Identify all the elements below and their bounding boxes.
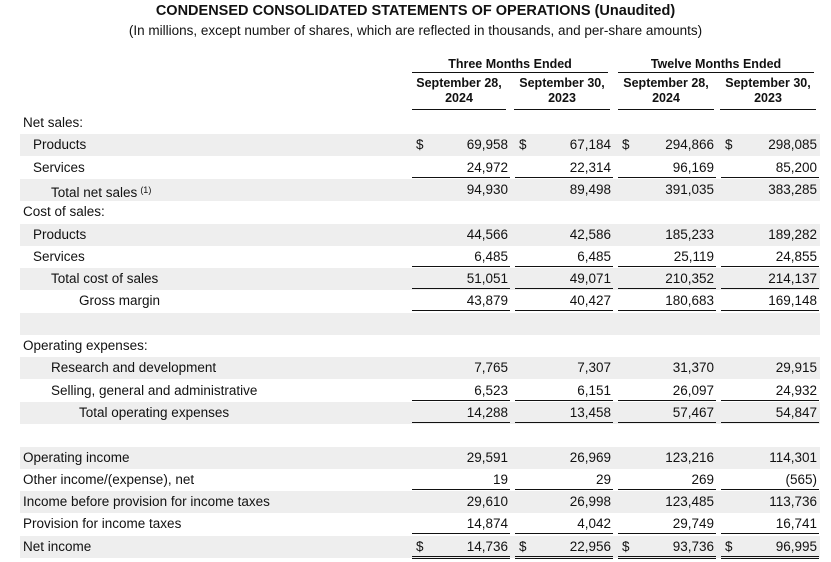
- value-text: 93,736: [672, 538, 714, 554]
- value-cell: [412, 469, 510, 490]
- value-cell: [515, 134, 613, 154]
- currency-symbol: $: [416, 538, 424, 554]
- value-text: 4,042: [577, 516, 611, 532]
- value-text: 6,151: [577, 382, 611, 398]
- value-cell: [618, 313, 716, 333]
- value-text: 31,370: [672, 360, 714, 376]
- row-label-text: Cost of sales:: [23, 204, 105, 220]
- table-row: [20, 513, 820, 535]
- footnote-marker: (1): [140, 184, 152, 195]
- value-cell: [412, 424, 510, 444]
- value-cell: [721, 290, 819, 311]
- value-text: (565): [785, 471, 817, 487]
- row-label: [51, 357, 216, 379]
- column-header-4-line2: 2023: [754, 91, 782, 105]
- table-row: [20, 246, 820, 268]
- value-cell: [618, 402, 716, 423]
- value-cell: [721, 112, 819, 132]
- value-text: 24,855: [775, 248, 817, 264]
- value-cell: [515, 357, 613, 377]
- value-text: 69,958: [466, 137, 508, 153]
- value-cell: [412, 447, 510, 467]
- value-cell: [721, 246, 819, 267]
- column-header-2: [514, 76, 610, 110]
- value-text: 6,485: [474, 248, 508, 264]
- row-label: [79, 290, 160, 312]
- value-cell: [515, 268, 613, 289]
- value-cell: [515, 536, 613, 559]
- row-label: [33, 134, 86, 156]
- value-cell: [618, 179, 716, 199]
- value-cell: [721, 380, 819, 401]
- row-label-text: Net income: [23, 538, 92, 554]
- value-cell: [515, 246, 613, 267]
- value-text: 14,736: [466, 538, 508, 554]
- value-text: 113,736: [769, 494, 817, 510]
- column-header-2-line1: September 30,: [519, 76, 605, 90]
- value-text: 94,930: [466, 181, 508, 197]
- value-text: 49,071: [569, 271, 611, 287]
- value-text: 185,233: [665, 226, 714, 242]
- currency-symbol: $: [416, 137, 424, 153]
- value-cell: [515, 491, 613, 511]
- value-text: 96,995: [775, 538, 817, 554]
- value-text: 29,749: [672, 516, 714, 532]
- value-cell: [721, 424, 819, 444]
- value-text: 7,307: [577, 360, 611, 376]
- table-row: [20, 402, 820, 424]
- table-row: [20, 335, 820, 357]
- table-row: [20, 424, 820, 446]
- column-header-1-line1: September 28,: [416, 76, 502, 90]
- value-cell: [412, 112, 510, 132]
- value-text: 6,523: [474, 382, 508, 398]
- value-text: 189,282: [768, 226, 817, 242]
- value-cell: [412, 402, 510, 423]
- value-text: 22,314: [569, 159, 611, 175]
- row-label-text: Services: [33, 159, 85, 175]
- row-label: [33, 157, 85, 179]
- row-label-text: Net sales:: [23, 115, 84, 130]
- value-text: 51,051: [466, 271, 508, 287]
- value-cell: [618, 157, 716, 178]
- value-cell: [515, 224, 613, 244]
- table-row: [20, 224, 820, 246]
- value-cell: [618, 268, 716, 289]
- value-cell: [412, 157, 510, 178]
- value-text: 7,765: [474, 360, 508, 376]
- row-label: [23, 201, 105, 223]
- value-cell: [412, 179, 510, 199]
- row-label-text: Services: [33, 248, 85, 264]
- value-text: 89,498: [569, 181, 611, 197]
- row-label: [23, 513, 181, 535]
- value-cell: [618, 224, 716, 244]
- table-row: [20, 134, 820, 156]
- value-text: 26,969: [569, 449, 611, 465]
- value-text: 29: [595, 471, 611, 487]
- value-cell: [618, 447, 716, 467]
- table-row: [20, 179, 820, 201]
- value-cell: [618, 357, 716, 377]
- value-cell: [721, 313, 819, 333]
- value-text: 114,301: [769, 449, 817, 465]
- value-cell: [721, 536, 819, 559]
- row-label-text: Products: [33, 226, 87, 242]
- table-row: [20, 491, 820, 513]
- value-cell: [721, 157, 819, 178]
- row-label: [51, 380, 257, 402]
- value-cell: [721, 469, 819, 490]
- row-label: [33, 246, 85, 268]
- row-label: [23, 112, 83, 134]
- row-label: [33, 224, 86, 246]
- value-cell: [618, 290, 716, 311]
- column-header-4: [720, 76, 816, 110]
- value-text: 29,915: [775, 360, 817, 376]
- value-text: 42,586: [569, 226, 611, 242]
- value-cell: [412, 201, 510, 221]
- value-text: 294,866: [665, 137, 714, 153]
- value-cell: [412, 357, 510, 377]
- value-cell: [618, 469, 716, 490]
- value-cell: [618, 134, 716, 154]
- table-row: [20, 357, 820, 379]
- row-label-text: Total net sales: [51, 184, 138, 200]
- value-text: 57,467: [672, 404, 714, 420]
- value-cell: [515, 313, 613, 333]
- value-cell: [412, 491, 510, 511]
- value-cell: [721, 224, 819, 244]
- value-cell: [412, 536, 510, 559]
- currency-symbol: $: [725, 137, 733, 153]
- value-text: 383,285: [768, 181, 817, 197]
- value-cell: [412, 513, 510, 534]
- value-cell: [515, 179, 613, 199]
- column-header-2-line2: 2023: [548, 91, 576, 105]
- value-text: 298,085: [768, 137, 817, 153]
- statement-subtitle: (In millions, except number of shares, which are reflected in thousands, and per-share amounts): [128, 23, 703, 38]
- value-cell: [515, 335, 613, 355]
- value-cell: [618, 513, 716, 534]
- value-cell: [515, 290, 613, 311]
- table-row: [20, 201, 820, 223]
- column-header-1: [412, 76, 506, 110]
- row-label: [23, 536, 91, 558]
- value-cell: [721, 513, 819, 534]
- value-text: 14,874: [466, 516, 508, 532]
- row-label: [23, 335, 148, 357]
- value-text: 13,458: [569, 404, 611, 420]
- column-header-3-line2: 2024: [652, 91, 680, 105]
- column-header-1-line2: 2024: [445, 91, 473, 105]
- column-header-3: [618, 76, 714, 110]
- value-text: 26,097: [672, 382, 714, 398]
- value-cell: [515, 513, 613, 534]
- value-cell: [618, 491, 716, 511]
- currency-symbol: $: [622, 137, 630, 153]
- value-text: 40,427: [569, 293, 611, 309]
- value-cell: [618, 335, 716, 355]
- three-months-header: Three Months Ended: [412, 57, 608, 73]
- row-label-text: Research and development: [51, 360, 217, 376]
- value-text: 180,683: [665, 293, 714, 309]
- currency-symbol: $: [519, 137, 527, 153]
- value-cell: [412, 268, 510, 289]
- twelve-months-header: Twelve Months Ended: [618, 57, 814, 73]
- value-text: 210,352: [665, 271, 714, 287]
- value-cell: [412, 134, 510, 154]
- value-text: 123,216: [665, 449, 714, 465]
- value-cell: [412, 380, 510, 401]
- table-row: [20, 447, 820, 469]
- currency-symbol: $: [622, 538, 630, 554]
- value-cell: [721, 447, 819, 467]
- value-cell: [721, 402, 819, 423]
- value-cell: [515, 424, 613, 444]
- value-text: 22,956: [569, 538, 611, 554]
- value-text: 6,485: [577, 248, 611, 264]
- value-text: 19: [492, 471, 508, 487]
- row-label: [23, 469, 194, 491]
- currency-symbol: $: [519, 538, 527, 554]
- value-cell: [515, 201, 613, 221]
- row-label-text: Operating expenses:: [23, 338, 148, 353]
- value-cell: [721, 134, 819, 154]
- value-cell: [412, 224, 510, 244]
- row-label-text: Total operating expenses: [79, 404, 230, 420]
- value-cell: [412, 335, 510, 355]
- value-text: 25,119: [673, 248, 714, 264]
- value-text: 26,998: [569, 494, 611, 510]
- value-cell: [515, 402, 613, 423]
- column-header-3-line1: September 28,: [623, 76, 709, 90]
- value-text: 269: [691, 471, 714, 487]
- value-cell: [515, 112, 613, 132]
- row-label: [79, 402, 229, 424]
- value-text: 169,148: [768, 293, 817, 309]
- row-label: [51, 179, 151, 204]
- row-label: [23, 491, 270, 513]
- currency-symbol: $: [725, 538, 733, 554]
- table-row: [20, 112, 820, 134]
- value-cell: [721, 268, 819, 289]
- value-cell: [721, 357, 819, 377]
- value-text: 123,485: [665, 494, 714, 510]
- value-cell: [618, 201, 716, 221]
- value-cell: [721, 179, 819, 199]
- row-label-text: Income before provision for income taxes: [23, 494, 270, 510]
- value-cell: [412, 313, 510, 333]
- table-row: [20, 469, 820, 491]
- row-label-text: Provision for income taxes: [23, 516, 182, 532]
- value-cell: [412, 246, 510, 267]
- value-text: 24,972: [466, 159, 508, 175]
- value-cell: [618, 424, 716, 444]
- value-text: 67,184: [569, 137, 611, 153]
- value-cell: [412, 290, 510, 311]
- value-cell: [721, 491, 819, 511]
- row-label-text: Selling, general and administrative: [51, 382, 258, 398]
- value-cell: [515, 157, 613, 178]
- value-text: 44,566: [466, 226, 508, 242]
- value-text: 54,847: [775, 404, 817, 420]
- value-cell: [515, 469, 613, 490]
- value-text: 43,879: [466, 293, 508, 309]
- value-text: 29,610: [466, 494, 508, 510]
- row-label-text: Operating income: [23, 449, 130, 465]
- row-label-text: Products: [33, 137, 87, 153]
- row-label-text: Total cost of sales: [51, 271, 159, 287]
- value-cell: [618, 112, 716, 132]
- value-text: 391,035: [665, 181, 714, 197]
- row-label: [51, 268, 158, 290]
- value-cell: [721, 335, 819, 355]
- row-label-text: Other income/(expense), net: [23, 471, 195, 487]
- statement-title: CONDENSED CONSOLIDATED STATEMENTS OF OPERATIONS (Unaudited): [155, 3, 676, 19]
- value-cell: [515, 380, 613, 401]
- value-text: 16,741: [775, 516, 817, 532]
- value-text: 85,200: [775, 159, 817, 175]
- value-text: 96,169: [672, 159, 714, 175]
- column-header-4-line1: September 30,: [725, 76, 811, 90]
- table-row: [20, 268, 820, 290]
- table-row: [20, 290, 820, 312]
- table-row: [20, 157, 820, 179]
- table-row: [20, 313, 820, 335]
- table-row: [20, 536, 820, 558]
- value-cell: [515, 447, 613, 467]
- value-text: 214,137: [768, 271, 817, 287]
- value-text: 24,932: [775, 382, 817, 398]
- value-cell: [618, 536, 716, 559]
- table-row: [20, 380, 820, 402]
- value-cell: [618, 246, 716, 267]
- value-text: 29,591: [466, 449, 508, 465]
- row-label-text: Gross margin: [79, 293, 161, 309]
- value-cell: [618, 380, 716, 401]
- value-text: 14,288: [466, 404, 508, 420]
- value-cell: [721, 201, 819, 221]
- row-label: [23, 447, 130, 469]
